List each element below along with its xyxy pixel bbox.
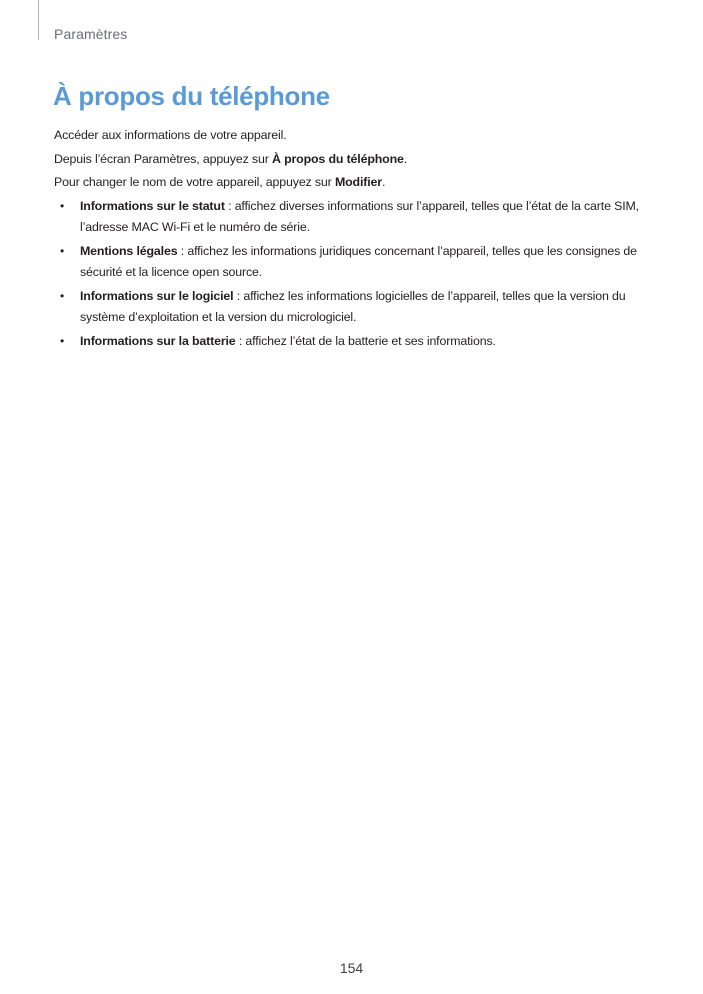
menu-term-modify: Modifier — [334, 175, 382, 189]
intro-punct: . — [381, 175, 386, 189]
content-body — [54, 125, 654, 354]
bullet-desc-continued: système d’exploitation et la version du micrologiciel. — [80, 310, 357, 324]
bullet-list — [54, 196, 654, 353]
intro-text: Pour changer le nom de votre appareil, appuyez sur — [54, 175, 335, 189]
intro-line-3 — [54, 172, 654, 193]
page-title: À propos du téléphone — [53, 81, 330, 111]
bullet-term: Mentions légales — [80, 243, 178, 258]
intro-line-1 — [54, 125, 654, 146]
bullet-item-battery — [54, 331, 654, 353]
bullet-icon: • — [60, 333, 65, 348]
bullet-icon: • — [60, 243, 65, 258]
intro-punct: . — [403, 151, 408, 166]
bullet-item-status — [54, 196, 654, 239]
bullet-term: Informations sur le statut — [80, 198, 225, 213]
intro-text: Depuis l’écran Paramètres, appuyez sur — [54, 151, 272, 166]
bullet-desc: : affichez les informations logicielles de l’appareil, telles que la version du — [233, 288, 626, 303]
bullet-desc-continued: l’adresse MAC Wi-Fi et le numéro de série. — [80, 220, 310, 234]
bullet-term: Informations sur le logiciel — [80, 288, 234, 303]
header-rule — [38, 0, 39, 40]
page-number: 154 — [339, 960, 364, 976]
intro-text: Accéder aux informations de votre appareil. — [54, 128, 287, 142]
bullet-icon: • — [60, 288, 65, 303]
bullet-item-legal — [54, 241, 654, 284]
bullet-desc-continued: sécurité et la licence open source. — [80, 265, 263, 279]
bullet-desc: : affichez les informations juridiques concernant l’appareil, telles que les consignes de — [177, 243, 637, 258]
bullet-term: Informations sur la batterie — [80, 333, 236, 348]
section-label: Paramètres — [54, 26, 128, 42]
bullet-desc: : affichez l’état de la batterie et ses informations. — [235, 333, 496, 348]
bullet-desc: : affichez diverses informations sur l’appareil, telles que l’état de la carte SIM, — [224, 198, 639, 213]
intro-line-2 — [54, 149, 654, 170]
menu-term-about-phone: À propos du téléphone — [271, 151, 404, 166]
bullet-icon: • — [60, 198, 65, 213]
bullet-item-software — [54, 286, 654, 329]
